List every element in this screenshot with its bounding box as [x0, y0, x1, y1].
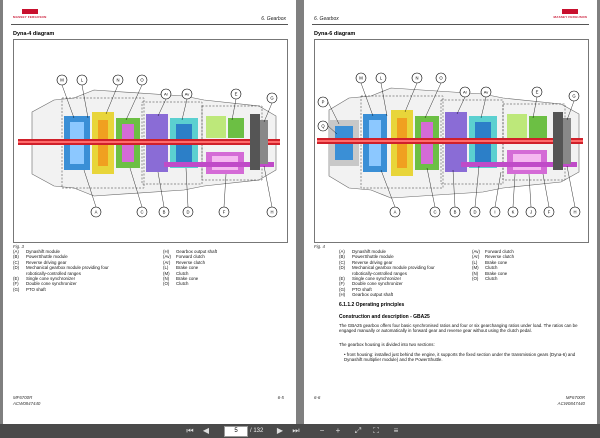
legend-left	[13, 249, 109, 292]
left-page	[3, 0, 296, 424]
brand-logo	[13, 9, 46, 19]
intro-paragraph: The GBA25 gearbox offers four basic synchronised ratios and four or six gearchanging ratios under load. The ratios can be engaged manually or automatically in forward gear and reverse gear without using the clutch pedal.	[339, 323, 578, 334]
legend-row: robotically-controlled ranges	[352, 270, 407, 276]
page-number-input[interactable]: 5	[224, 426, 248, 437]
callout-C: C	[140, 209, 144, 215]
menu-icon[interactable]: ≡	[393, 426, 399, 435]
callout-G: G	[270, 95, 274, 101]
legend-row: (N) Brake cone	[163, 276, 199, 282]
construction-heading: Construction and description - GBA25	[339, 314, 430, 320]
legend-row: (Ar) Reverse clutch	[163, 259, 206, 265]
legend-left	[339, 249, 435, 298]
legend-row: (A) Dynashift module	[13, 249, 60, 254]
dyna4-diagram-drawing	[14, 40, 287, 242]
subsection-heading: 6.1.1.2 Operating principles	[339, 302, 405, 308]
callout-C: C	[433, 209, 437, 215]
callout-G: G	[572, 93, 576, 99]
callout-D: D	[186, 209, 190, 215]
section-title: 6. Gearbox	[261, 16, 286, 22]
legend-row: robotically-controlled ranges	[26, 270, 81, 276]
legend-row: (A) Dynashift module	[339, 249, 386, 254]
fullscreen-icon[interactable]: ⛶	[373, 426, 379, 435]
next-page-icon[interactable]: ▶	[276, 426, 284, 435]
legend-row: (G) PTO shaft	[339, 286, 372, 292]
legend-row: (L) Brake cone	[472, 259, 508, 265]
footer-model: MF6700R	[565, 395, 585, 400]
callout-L: L	[80, 77, 84, 83]
callout-H: H	[270, 209, 274, 215]
section-title: 6. Gearbox	[314, 16, 339, 22]
fit-page-icon[interactable]: ⤢	[354, 426, 362, 435]
diagram-title: Dyna-6 diagram	[314, 31, 356, 37]
brand-logo-mark	[562, 9, 578, 14]
legend-right	[472, 249, 514, 281]
header-divider	[11, 24, 288, 25]
legend-row: (Ar) Reverse clutch	[472, 254, 515, 260]
callout-Av: Av	[483, 89, 489, 95]
callout-K: K	[511, 209, 515, 215]
callout-P: P	[321, 99, 325, 105]
callout-M: M	[60, 77, 64, 83]
legend-right	[163, 249, 217, 287]
page-number: 6-6	[314, 395, 321, 400]
first-page-icon[interactable]: ⏮	[186, 426, 194, 435]
legend-row: (C) Reverse driving gear	[13, 259, 67, 265]
callout-A: A	[94, 209, 98, 215]
legend-row: (H) Gearbox output shaft	[163, 249, 218, 254]
header-divider	[312, 24, 589, 25]
legend-row: (E) Single cone synchronizer	[13, 276, 76, 282]
legend-row: (M) Clutch	[472, 265, 498, 271]
page-total-label: / 132	[250, 428, 264, 434]
footer-doc-code: ACW0847440	[557, 401, 585, 406]
figure-caption: Fig. 3	[13, 244, 24, 249]
callout-A: A	[393, 209, 397, 215]
callout-I: I	[494, 209, 496, 215]
last-page-icon[interactable]: ⏭	[292, 426, 300, 435]
zoom-in-icon[interactable]: +	[335, 426, 341, 435]
legend-row: (B) PowerShuttle module	[13, 254, 68, 260]
brand-logo	[554, 9, 587, 19]
page-number: 6-5	[277, 395, 284, 400]
callout-H: H	[573, 209, 577, 215]
dyna6-diagram	[314, 39, 589, 243]
legend-row: (Av) Forward clutch	[472, 249, 514, 254]
legend-row: (L) Brake cone	[163, 265, 199, 271]
callout-Ar: Ar	[164, 91, 168, 97]
dyna6-diagram-drawing	[315, 40, 588, 242]
footer-doc-code: ACW0847440	[13, 401, 41, 406]
callout-F: F	[222, 209, 226, 215]
viewer-toolbar	[0, 424, 600, 438]
callout-N: N	[415, 75, 419, 81]
callout-E: E	[234, 91, 238, 97]
callout-Ar: Ar	[463, 89, 467, 95]
callout-O: O	[140, 77, 144, 83]
callout-L: L	[379, 75, 383, 81]
right-page	[304, 0, 597, 424]
front-housing-bullet: • front housing: installed just behind the engine, it supports the fixed section under the transmission gears (Dyna-6) and Dynashift multiplier module) and the PowerShuttle.	[344, 352, 576, 363]
legend-row: (O) Clutch	[472, 276, 498, 282]
housing-paragraph: The gearbox housing is divided into two sections:	[339, 342, 435, 347]
figure-caption: Fig. 4	[314, 244, 325, 249]
legend-row: (G) PTO shaft	[13, 286, 46, 292]
legend-row: (H) Gearbox output shaft	[339, 292, 394, 298]
zoom-out-icon[interactable]: −	[319, 426, 325, 435]
prev-page-icon[interactable]: ◀	[202, 426, 210, 435]
legend-row: (M) Clutch	[163, 270, 189, 276]
legend-row: (D) Mechanical gearbox module providing four	[13, 265, 109, 271]
callout-F: F	[547, 209, 551, 215]
callout-Av: Av	[184, 91, 190, 97]
legend-row: (O) Clutch	[163, 281, 189, 287]
callout-J: J	[529, 209, 533, 215]
callout-Q: Q	[321, 123, 325, 129]
brand-logo-text: MASSEY FERGUSON	[553, 15, 587, 19]
callout-B: B	[453, 209, 457, 215]
legend-row: (N) Brake cone	[472, 270, 508, 276]
legend-row: (D) Mechanical gearbox module providing four	[339, 265, 435, 271]
brand-logo-text: MASSEY FERGUSON	[13, 15, 47, 19]
diagram-title: Dyna-4 diagram	[13, 31, 55, 37]
callout-O: O	[439, 75, 443, 81]
legend-row: (B) PowerShuttle module	[339, 254, 394, 260]
dyna4-diagram	[13, 39, 288, 243]
legend-row: (C) Reverse driving gear	[339, 259, 393, 265]
callout-D: D	[473, 209, 477, 215]
callout-N: N	[116, 77, 120, 83]
footer-model: MF6700R	[13, 395, 33, 400]
legend-row: (E) Single cone synchronizer	[339, 276, 402, 282]
legend-row: (Av) Forward clutch	[163, 254, 205, 260]
callout-M: M	[359, 75, 363, 81]
callout-B: B	[162, 209, 166, 215]
legend-row: (F) Double cone synchronizer	[13, 281, 77, 287]
callout-E: E	[535, 89, 539, 95]
brand-logo-mark	[22, 9, 38, 14]
legend-row: (F) Double cone synchronizer	[339, 281, 403, 287]
